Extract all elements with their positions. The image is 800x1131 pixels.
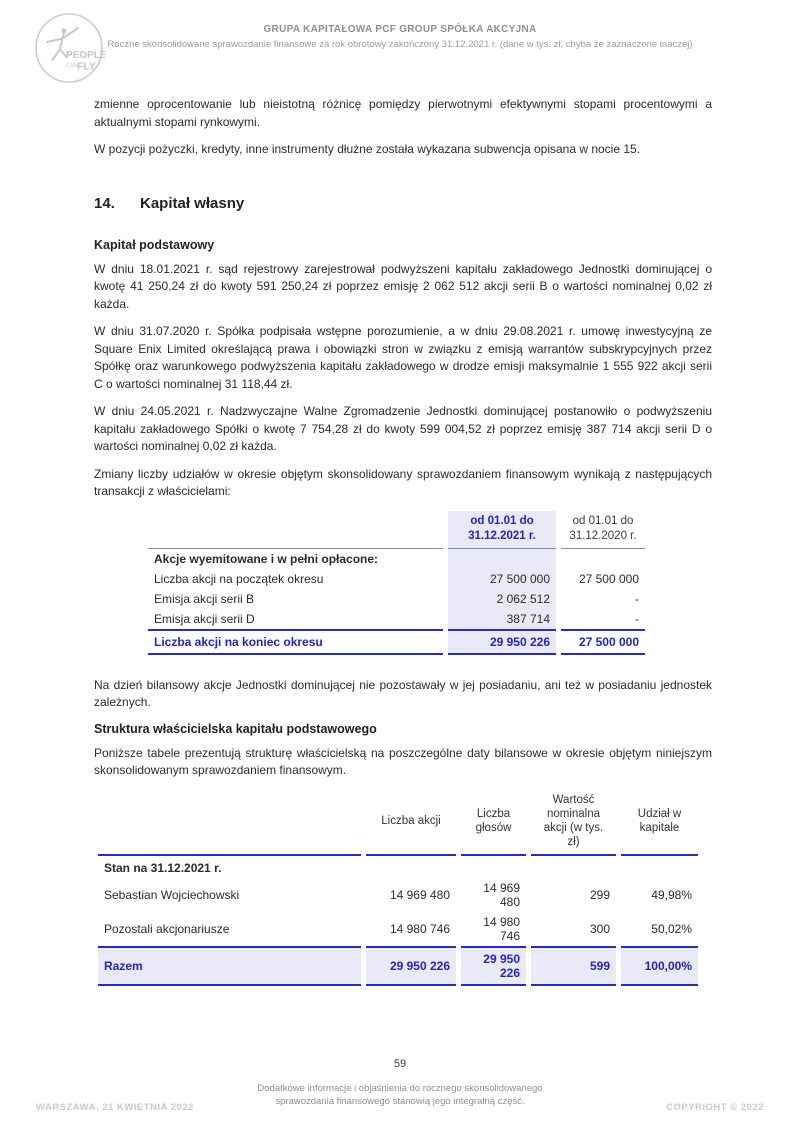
total-label: Razem [98, 946, 361, 986]
shareholder-name: Pozostali akcjonariusze [104, 921, 230, 936]
logo-text-people: PEOPLE [66, 50, 105, 61]
total-nominal: 599 [531, 946, 616, 986]
section-row-label: Stan na 31.12.2021 r. [104, 860, 222, 875]
row-label: Emisja akcji serii B [154, 591, 255, 606]
footer-copyright: COPYRIGHT © 2022 [666, 1102, 764, 1113]
paragraph: W pozycji pożyczki, kredyty, inne instrumenty dłużne została wykazana subwencja opisana w nocie 15. [94, 142, 641, 156]
value-2021: 2 062 512 [448, 589, 556, 609]
table-row [148, 549, 645, 569]
company-title: GRUPA KAPITAŁOWA PCF GROUP SPÓŁKA AKCYJNA [263, 24, 537, 35]
value-2021: 387 714 [448, 609, 556, 629]
paragraph: W dniu 31.07.2020 r. Spółka podpisała wstępne porozumienie, a w dniu 29.08.2021 r. umowę inwestycyjną ze Square Enix Limited określającą prawa i obowiązki stron w związku z emisją warrantów subskrypcyjnych przez Spółkę oraz warunkowego podwyższenia kapitału zakładowego w drodze emisji maksymalnie 1 555 922 akcji serii C o wartości nominalnej 31 118,44 zł. [94, 324, 712, 391]
column-header-2021: od 01.01 do 31.12.2021 r. [448, 511, 556, 549]
total-value-2021: 29 950 226 [448, 629, 556, 655]
subheading-struktura: Struktura właścicielska kapitału podstawowego [94, 721, 377, 736]
column-header-liczba-glosow: Liczba głosów [461, 790, 526, 856]
column-header-2020: od 01.01 do 31.12.2020 r. [561, 511, 645, 549]
total-votes: 29 950 226 [461, 946, 526, 986]
column-header-liczba-akcji: Liczba akcji [366, 790, 456, 856]
table-row [148, 589, 645, 609]
table-header-row [148, 511, 645, 549]
column-header-udzial: Udział w kapitale [621, 790, 698, 856]
ownership-structure-table [93, 790, 703, 986]
footer-place-date: WARSZAWA, 21 KWIETNIA 2022 [36, 1102, 194, 1113]
shares-count: 14 980 746 [389, 921, 450, 936]
paragraph: zmienne oprocentowanie lub nieistotną różnicę pomiędzy pierwotnymi efektywnymi stopami procentowymi a aktualnymi stopami rynkowymi. [94, 97, 712, 129]
table-row [98, 912, 698, 946]
shareholder-name: Sebastian Wojciechowski [104, 887, 240, 902]
table-section-row [98, 856, 698, 878]
capital-share: 50,02% [651, 921, 692, 936]
table-row [148, 569, 645, 589]
value-2020: - [635, 611, 639, 626]
capital-share: 49,98% [651, 887, 692, 902]
subheading-kapital-podstawowy: Kapitał podstawowy [94, 237, 215, 252]
page-content [94, 96, 712, 986]
paragraph: Poniższe tabele prezentują strukturę właścicielską na poszczególne daty bilansowe w okresie objętym niniejszym skonsolidowanym sprawozdaniem finansowym. [94, 745, 712, 777]
section-number: 14. [94, 194, 115, 212]
value-2020: - [635, 591, 639, 606]
row-label: Emisja akcji serii D [154, 611, 255, 626]
table-total-row [98, 946, 698, 986]
paragraph: W dniu 18.01.2021 r. sąd rejestrowy zarejestrował podwyższeni kapitału zakładowego Jednostki dominującej o kwotę 41 250,24 zł do kwoty 591 250,24 zł poprzez emisję 2 062 512 akcji serii B o wartości nominalnej 0,02 zł każda. [94, 261, 712, 311]
nominal-value: 299 [589, 887, 610, 902]
section-heading-14 [94, 195, 712, 212]
table-row [98, 878, 698, 912]
document-header [0, 24, 800, 50]
votes-count: 14 969 480 [483, 880, 520, 909]
shares-count: 14 969 480 [389, 887, 450, 902]
page-number: 59 [393, 1058, 407, 1070]
total-value-2020: 27 500 000 [561, 629, 645, 655]
report-subtitle: Roczne skonsolidowane sprawozdanie finansowe za rok obrotowy zakończony 31.12.2021 r. (dane w tys. zł, chyba że zaznaczone inaczej) [107, 39, 693, 50]
column-header-wartosc-nominalna: Wartość nominalna akcji (w tys. zł) [531, 790, 616, 856]
logo-text-fly: FLY [77, 60, 96, 73]
value-2020: 27 500 000 [578, 571, 639, 586]
table-total-row [148, 629, 645, 655]
paragraph: Na dzień bilansowy akcje Jednostki dominującej nie pozostawały w jej posiadaniu, ani też w posiadaniu jednostek zależnych. [94, 677, 712, 709]
paragraph: Zmiany liczby udziałów w okresie objętym skonsolidowany sprawozdaniem finansowym wynikają z następujących transakcji z właścicielami: [94, 466, 712, 498]
value-2021: 27 500 000 [448, 569, 556, 589]
logo-text-can: CAN [66, 63, 78, 69]
section-title: Kapitał własny [140, 194, 245, 212]
value-2020 [561, 549, 645, 569]
total-label: Liczba akcji na koniec okresu [148, 629, 443, 655]
total-pct: 100,00% [621, 946, 698, 986]
row-label: Liczba akcji na początek okresu [154, 571, 324, 586]
value-2021 [448, 549, 556, 569]
paragraph: W dniu 24.05.2021 r. Nadzwyczajne Walne Zgromadzenie Jednostki dominującej postanowiło o podwyższeniu kapitału zakładowego Spółki o kwotę 7 754,28 zł do kwoty 599 004,52 zł poprzez emisję 387 714 akcji serii D o wartości nominalnej 0,02 zł każda. [94, 404, 712, 453]
total-shares: 29 950 226 [366, 946, 456, 986]
nominal-value: 300 [589, 921, 610, 936]
row-label: Akcje wyemitowane i w pełni opłacone: [154, 551, 379, 566]
table-row [148, 609, 645, 629]
shares-change-table [143, 511, 650, 655]
votes-count: 14 980 746 [483, 914, 520, 943]
table-header-row [98, 790, 698, 856]
footer-note-text: Dodatkowe informacje i objaśnienia do rocznego skonsolidowanego sprawozdania finansowego stanowią jego integralną część. [257, 1083, 543, 1107]
